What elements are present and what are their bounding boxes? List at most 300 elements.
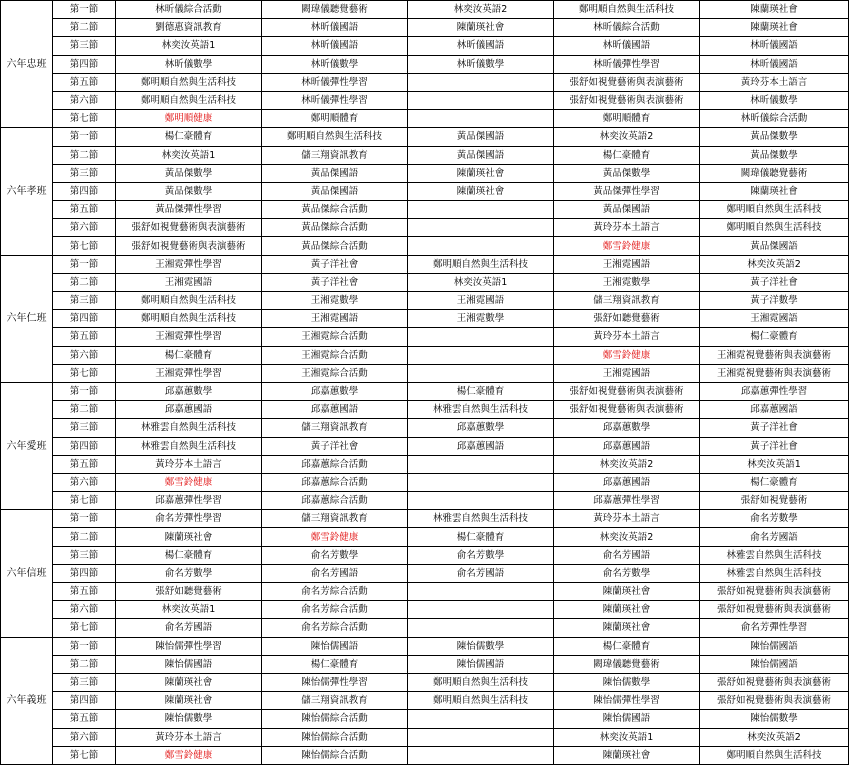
lesson-cell: 黃玲芬本土語言	[554, 328, 700, 346]
lesson-cell: 楊仁豪體育	[116, 346, 262, 364]
lesson-cell: 邱嘉蕙數學	[262, 382, 408, 400]
lesson-cell: 邱嘉蕙綜合活動	[262, 492, 408, 510]
timetable-row	[1, 673, 849, 691]
timetable-row	[1, 564, 849, 582]
timetable-row	[1, 528, 849, 546]
lesson-cell: 闕瑋儀聽覺藝術	[700, 164, 849, 182]
lesson-cell: 林奕汝英語2	[554, 128, 700, 146]
lesson-cell: 黃品傑數學	[116, 182, 262, 200]
lesson-cell: 林奕汝英語2	[554, 455, 700, 473]
timetable-row	[1, 91, 849, 109]
lesson-cell: 陳蘭瑛社會	[408, 182, 554, 200]
lesson-cell: 鄭明順自然與生活科技	[262, 128, 408, 146]
period-cell: 第五節	[53, 455, 116, 473]
timetable-row	[1, 328, 849, 346]
empty-lesson-cell	[408, 746, 554, 764]
timetable-row	[1, 146, 849, 164]
lesson-cell: 俞名芳綜合活動	[262, 619, 408, 637]
lesson-cell: 陳怡儒彈性學習	[262, 673, 408, 691]
lesson-cell: 王湘霓國語	[116, 273, 262, 291]
lesson-cell: 楊仁豪體育	[554, 637, 700, 655]
empty-lesson-cell	[408, 110, 554, 128]
timetable-row	[1, 419, 849, 437]
period-cell: 第五節	[53, 328, 116, 346]
lesson-cell: 林昕儀彈性學習	[262, 73, 408, 91]
timetable-row	[1, 619, 849, 637]
lesson-cell: 俞名芳數學	[262, 546, 408, 564]
lesson-cell: 王湘霓綜合活動	[262, 364, 408, 382]
timetable-row	[1, 237, 849, 255]
lesson-cell: 陳怡儒彈性學習	[554, 692, 700, 710]
lesson-cell: 張舒如視覺藝術	[700, 492, 849, 510]
lesson-cell: 林昕儀綜合活動	[116, 1, 262, 19]
lesson-cell: 俞名芳國語	[408, 564, 554, 582]
lesson-cell: 俞名芳國語	[262, 564, 408, 582]
timetable-row	[1, 19, 849, 37]
lesson-cell: 林奕汝英語1	[408, 273, 554, 291]
empty-lesson-cell	[408, 710, 554, 728]
empty-lesson-cell	[408, 601, 554, 619]
lesson-cell: 俞名芳數學	[554, 564, 700, 582]
lesson-cell: 黃品傑數學	[554, 164, 700, 182]
lesson-cell: 黃子洋社會	[700, 273, 849, 291]
lesson-cell: 闕瑋儀聽覺藝術	[262, 1, 408, 19]
lesson-cell: 陳怡儒綜合活動	[262, 710, 408, 728]
empty-lesson-cell	[408, 455, 554, 473]
lesson-cell: 邱嘉蕙數學	[116, 382, 262, 400]
lesson-cell: 林雅雲自然與生活科技	[700, 564, 849, 582]
lesson-cell: 儲三翔資訊教育	[262, 146, 408, 164]
lesson-cell: 俞名芳彈性學習	[116, 510, 262, 528]
timetable-row	[1, 692, 849, 710]
period-cell: 第三節	[53, 673, 116, 691]
lesson-cell: 王湘霓彈性學習	[116, 328, 262, 346]
timetable-row	[1, 492, 849, 510]
lesson-cell: 王湘霓視覺藝術與表演藝術	[700, 346, 849, 364]
lesson-cell: 張舒如視覺藝術與表演藝術	[554, 382, 700, 400]
period-cell: 第一節	[53, 382, 116, 400]
period-cell: 第七節	[53, 364, 116, 382]
period-cell: 第六節	[53, 473, 116, 491]
lesson-cell: 陳怡儒綜合活動	[262, 746, 408, 764]
lesson-cell: 楊仁豪體育	[700, 328, 849, 346]
lesson-cell: 鄭明順自然與生活科技	[116, 292, 262, 310]
lesson-cell: 王湘霓數學	[262, 292, 408, 310]
lesson-cell: 陳怡儒數學	[700, 710, 849, 728]
lesson-cell: 鄭雪鈴健康	[116, 473, 262, 491]
lesson-cell: 林昕儀國語	[262, 37, 408, 55]
lesson-cell: 林奕汝英語2	[408, 1, 554, 19]
lesson-cell: 王湘霓國語	[262, 310, 408, 328]
lesson-cell: 鄭明順自然與生活科技	[700, 201, 849, 219]
lesson-cell: 鄭明順自然與生活科技	[116, 310, 262, 328]
lesson-cell: 邱嘉蕙國語	[700, 401, 849, 419]
lesson-cell: 俞名芳綜合活動	[262, 583, 408, 601]
period-cell: 第三節	[53, 164, 116, 182]
lesson-cell: 楊仁豪體育	[262, 655, 408, 673]
period-cell: 第六節	[53, 219, 116, 237]
lesson-cell: 陳怡儒國語	[116, 655, 262, 673]
timetable-row	[1, 364, 849, 382]
lesson-cell: 鄭明順健康	[116, 110, 262, 128]
period-cell: 第七節	[53, 110, 116, 128]
period-cell: 第四節	[53, 564, 116, 582]
empty-lesson-cell	[408, 473, 554, 491]
period-cell: 第三節	[53, 37, 116, 55]
lesson-cell: 林昕儀國語	[554, 37, 700, 55]
period-cell: 第二節	[53, 655, 116, 673]
lesson-cell: 林奕汝英語2	[554, 528, 700, 546]
lesson-cell: 黃子洋社會	[262, 255, 408, 273]
lesson-cell: 鄭明順自然與生活科技	[700, 219, 849, 237]
lesson-cell: 黃玲芬本土語言	[116, 728, 262, 746]
lesson-cell: 邱嘉蕙數學	[408, 419, 554, 437]
timetable-row	[1, 637, 849, 655]
class-name-cell: 六年愛班	[1, 382, 53, 509]
lesson-cell: 鄭雪鈴健康	[116, 746, 262, 764]
period-cell: 第六節	[53, 91, 116, 109]
lesson-cell: 儲三翔資訊教育	[262, 510, 408, 528]
lesson-cell: 王湘霓國語	[554, 255, 700, 273]
lesson-cell: 儲三翔資訊教育	[554, 292, 700, 310]
lesson-cell: 陳怡儒數學	[554, 673, 700, 691]
lesson-cell: 陳怡儒綜合活動	[262, 728, 408, 746]
lesson-cell: 楊仁豪體育	[408, 528, 554, 546]
empty-lesson-cell	[408, 201, 554, 219]
lesson-cell: 陳怡儒國語	[554, 710, 700, 728]
empty-lesson-cell	[408, 364, 554, 382]
lesson-cell: 鄭雪鈴健康	[262, 528, 408, 546]
empty-lesson-cell	[408, 237, 554, 255]
lesson-cell: 張舒如視覺藝術與表演藝術	[554, 401, 700, 419]
timetable-row	[1, 292, 849, 310]
lesson-cell: 陳怡儒國語	[262, 637, 408, 655]
lesson-cell: 俞名芳國語	[554, 546, 700, 564]
lesson-cell: 陳怡儒彈性學習	[116, 637, 262, 655]
empty-lesson-cell	[408, 328, 554, 346]
timetable-row	[1, 583, 849, 601]
lesson-cell: 張舒如視覺藝術與表演藝術	[116, 219, 262, 237]
timetable-row	[1, 546, 849, 564]
lesson-cell: 俞名芳數學	[408, 546, 554, 564]
lesson-cell: 陳蘭瑛社會	[700, 1, 849, 19]
period-cell: 第三節	[53, 419, 116, 437]
lesson-cell: 鄭雪鈴健康	[554, 237, 700, 255]
empty-lesson-cell	[408, 619, 554, 637]
lesson-cell: 林奕汝英語1	[554, 728, 700, 746]
lesson-cell: 鄭明順自然與生活科技	[700, 746, 849, 764]
lesson-cell: 林昕儀綜合活動	[700, 110, 849, 128]
lesson-cell: 闕瑋儀聽覺藝術	[554, 655, 700, 673]
lesson-cell: 黃品傑綜合活動	[262, 219, 408, 237]
timetable-row	[1, 382, 849, 400]
lesson-cell: 林奕汝英語1	[116, 146, 262, 164]
lesson-cell: 張舒如聽覺藝術	[116, 583, 262, 601]
class-name-cell: 六年孝班	[1, 128, 53, 255]
lesson-cell: 林奕汝英語1	[116, 37, 262, 55]
lesson-cell: 陳蘭瑛社會	[554, 601, 700, 619]
lesson-cell: 林昕儀數學	[116, 55, 262, 73]
period-cell: 第七節	[53, 237, 116, 255]
lesson-cell: 俞名芳國語	[116, 619, 262, 637]
lesson-cell: 張舒如視覺藝術與表演藝術	[116, 237, 262, 255]
lesson-cell: 鄭明順自然與生活科技	[554, 1, 700, 19]
timetable-row	[1, 164, 849, 182]
lesson-cell: 王湘霓數學	[408, 310, 554, 328]
lesson-cell: 王湘霓綜合活動	[262, 328, 408, 346]
lesson-cell: 林雅雲自然與生活科技	[408, 401, 554, 419]
timetable-row	[1, 401, 849, 419]
empty-lesson-cell	[408, 583, 554, 601]
period-cell: 第一節	[53, 510, 116, 528]
lesson-cell: 黃品傑國語	[262, 164, 408, 182]
timetable-row	[1, 310, 849, 328]
timetable-row	[1, 182, 849, 200]
lesson-cell: 鄭明順自然與生活科技	[116, 91, 262, 109]
lesson-cell: 楊仁豪體育	[554, 146, 700, 164]
lesson-cell: 陳蘭瑛社會	[116, 673, 262, 691]
lesson-cell: 王湘霓國語	[554, 364, 700, 382]
class-name-cell: 六年仁班	[1, 255, 53, 382]
period-cell: 第六節	[53, 601, 116, 619]
period-cell: 第五節	[53, 710, 116, 728]
class-name-cell: 六年信班	[1, 510, 53, 637]
lesson-cell: 俞名芳數學	[116, 564, 262, 582]
lesson-cell: 邱嘉蕙彈性學習	[116, 492, 262, 510]
lesson-cell: 林雅雲自然與生活科技	[116, 419, 262, 437]
timetable-row	[1, 128, 849, 146]
lesson-cell: 俞名芳綜合活動	[262, 601, 408, 619]
lesson-cell: 鄭明順體育	[554, 110, 700, 128]
lesson-cell: 張舒如聽覺藝術	[554, 310, 700, 328]
period-cell: 第四節	[53, 692, 116, 710]
lesson-cell: 陳蘭瑛社會	[554, 619, 700, 637]
lesson-cell: 黃玲芬本土語言	[116, 455, 262, 473]
period-cell: 第一節	[53, 128, 116, 146]
timetable-row	[1, 655, 849, 673]
period-cell: 第二節	[53, 146, 116, 164]
lesson-cell: 黃玲芬本土語言	[700, 73, 849, 91]
lesson-cell: 林昕儀數學	[262, 55, 408, 73]
lesson-cell: 邱嘉蕙綜合活動	[262, 455, 408, 473]
lesson-cell: 邱嘉蕙彈性學習	[554, 492, 700, 510]
lesson-cell: 黃品傑國語	[408, 128, 554, 146]
timetable-row	[1, 601, 849, 619]
lesson-cell: 楊仁豪體育	[700, 473, 849, 491]
timetable-row	[1, 455, 849, 473]
lesson-cell: 張舒如視覺藝術與表演藝術	[700, 692, 849, 710]
empty-lesson-cell	[408, 91, 554, 109]
lesson-cell: 鄭明順自然與生活科技	[408, 673, 554, 691]
lesson-cell: 陳怡儒數學	[116, 710, 262, 728]
period-cell: 第四節	[53, 55, 116, 73]
period-cell: 第二節	[53, 19, 116, 37]
lesson-cell: 陳蘭瑛社會	[700, 19, 849, 37]
lesson-cell: 林奕汝英語1	[700, 455, 849, 473]
lesson-cell: 鄭明順體育	[262, 110, 408, 128]
class-name-cell: 六年義班	[1, 637, 53, 764]
lesson-cell: 黃子洋社會	[700, 437, 849, 455]
lesson-cell: 張舒如視覺藝術與表演藝術	[554, 73, 700, 91]
lesson-cell: 王湘霓彈性學習	[116, 255, 262, 273]
lesson-cell: 陳怡儒國語	[408, 655, 554, 673]
period-cell: 第四節	[53, 310, 116, 328]
timetable-row	[1, 73, 849, 91]
timetable-row	[1, 255, 849, 273]
lesson-cell: 黃品傑國語	[554, 201, 700, 219]
lesson-cell: 王湘霓國語	[408, 292, 554, 310]
lesson-cell: 黃品傑國語	[700, 237, 849, 255]
lesson-cell: 林昕儀綜合活動	[554, 19, 700, 37]
lesson-cell: 俞名芳彈性學習	[700, 619, 849, 637]
period-cell: 第七節	[53, 492, 116, 510]
lesson-cell: 邱嘉蕙國語	[408, 437, 554, 455]
period-cell: 第三節	[53, 546, 116, 564]
period-cell: 第七節	[53, 746, 116, 764]
lesson-cell: 林昕儀國語	[700, 37, 849, 55]
timetable-row	[1, 473, 849, 491]
period-cell: 第一節	[53, 255, 116, 273]
period-cell: 第二節	[53, 401, 116, 419]
period-cell: 第五節	[53, 73, 116, 91]
timetable-row	[1, 710, 849, 728]
period-cell: 第一節	[53, 637, 116, 655]
lesson-cell: 陳怡儒國語	[700, 637, 849, 655]
timetable-row	[1, 219, 849, 237]
timetable-row	[1, 273, 849, 291]
period-cell: 第二節	[53, 273, 116, 291]
period-cell: 第五節	[53, 583, 116, 601]
lesson-cell: 王湘霓數學	[554, 273, 700, 291]
timetable-row	[1, 728, 849, 746]
lesson-cell: 林昕儀國語	[408, 37, 554, 55]
lesson-cell: 王湘霓視覺藝術與表演藝術	[700, 364, 849, 382]
lesson-cell: 黃子洋社會	[700, 419, 849, 437]
lesson-cell: 林昕儀數學	[700, 91, 849, 109]
lesson-cell: 黃玲芬本土語言	[554, 219, 700, 237]
lesson-cell: 林昕儀彈性學習	[554, 55, 700, 73]
lesson-cell: 林雅雲自然與生活科技	[408, 510, 554, 528]
empty-lesson-cell	[408, 492, 554, 510]
period-cell: 第三節	[53, 292, 116, 310]
empty-lesson-cell	[408, 219, 554, 237]
lesson-cell: 鄭明順自然與生活科技	[408, 255, 554, 273]
lesson-cell: 張舒如視覺藝術與表演藝術	[554, 91, 700, 109]
lesson-cell: 陳蘭瑛社會	[554, 583, 700, 601]
empty-lesson-cell	[408, 346, 554, 364]
period-cell: 第六節	[53, 346, 116, 364]
lesson-cell: 黃品傑彈性學習	[554, 182, 700, 200]
period-cell: 第二節	[53, 528, 116, 546]
lesson-cell: 陳蘭瑛社會	[554, 746, 700, 764]
lesson-cell: 邱嘉蕙數學	[554, 419, 700, 437]
lesson-cell: 黃品傑彈性學習	[116, 201, 262, 219]
lesson-cell: 張舒如視覺藝術與表演藝術	[700, 583, 849, 601]
lesson-cell: 儲三翔資訊教育	[262, 692, 408, 710]
lesson-cell: 黃子洋數學	[700, 292, 849, 310]
lesson-cell: 陳怡儒數學	[408, 637, 554, 655]
timetable-body	[1, 1, 849, 765]
lesson-cell: 黃子洋社會	[262, 273, 408, 291]
timetable-row	[1, 55, 849, 73]
period-cell: 第四節	[53, 437, 116, 455]
lesson-cell: 黃品傑綜合活動	[262, 201, 408, 219]
lesson-cell: 張舒如視覺藝術與表演藝術	[700, 601, 849, 619]
lesson-cell: 林昕儀彈性學習	[262, 91, 408, 109]
lesson-cell: 陳蘭瑛社會	[408, 19, 554, 37]
period-cell: 第六節	[53, 728, 116, 746]
timetable-row	[1, 110, 849, 128]
lesson-cell: 黃品傑綜合活動	[262, 237, 408, 255]
lesson-cell: 楊仁豪體育	[116, 128, 262, 146]
lesson-cell: 邱嘉蕙彈性學習	[700, 382, 849, 400]
lesson-cell: 陳蘭瑛社會	[116, 692, 262, 710]
lesson-cell: 邱嘉蕙國語	[554, 473, 700, 491]
lesson-cell: 陳蘭瑛社會	[116, 528, 262, 546]
lesson-cell: 陳蘭瑛社會	[408, 164, 554, 182]
lesson-cell: 林雅雲自然與生活科技	[700, 546, 849, 564]
lesson-cell: 林奕汝英語1	[116, 601, 262, 619]
lesson-cell: 黃子洋社會	[262, 437, 408, 455]
lesson-cell: 張舒如視覺藝術與表演藝術	[700, 673, 849, 691]
lesson-cell: 黃品傑數學	[116, 164, 262, 182]
empty-lesson-cell	[408, 73, 554, 91]
lesson-cell: 俞名芳數學	[700, 510, 849, 528]
timetable-row	[1, 37, 849, 55]
period-cell: 第四節	[53, 182, 116, 200]
lesson-cell: 林昕儀國語	[262, 19, 408, 37]
lesson-cell: 林昕儀國語	[700, 55, 849, 73]
lesson-cell: 黃品傑國語	[262, 182, 408, 200]
lesson-cell: 楊仁豪體育	[116, 546, 262, 564]
lesson-cell: 王湘霓國語	[700, 310, 849, 328]
empty-lesson-cell	[408, 728, 554, 746]
lesson-cell: 鄭雪鈴健康	[554, 346, 700, 364]
lesson-cell: 林奕汝英語2	[700, 728, 849, 746]
lesson-cell: 王湘霓彈性學習	[116, 364, 262, 382]
period-cell: 第五節	[53, 201, 116, 219]
lesson-cell: 林奕汝英語2	[700, 255, 849, 273]
lesson-cell: 林昕儀數學	[408, 55, 554, 73]
lesson-cell: 陳蘭瑛社會	[700, 182, 849, 200]
lesson-cell: 鄭明順自然與生活科技	[408, 692, 554, 710]
lesson-cell: 陳怡儒國語	[700, 655, 849, 673]
lesson-cell: 楊仁豪體育	[408, 382, 554, 400]
period-cell: 第一節	[53, 1, 116, 19]
lesson-cell: 邱嘉蕙國語	[262, 401, 408, 419]
timetable-row	[1, 346, 849, 364]
class-name-cell: 六年忠班	[1, 1, 53, 128]
period-cell: 第七節	[53, 619, 116, 637]
lesson-cell: 黃品傑國語	[408, 146, 554, 164]
lesson-cell: 邱嘉蕙國語	[554, 437, 700, 455]
lesson-cell: 黃品傑數學	[700, 128, 849, 146]
timetable-row	[1, 746, 849, 764]
timetable-row	[1, 437, 849, 455]
lesson-cell: 俞名芳國語	[700, 528, 849, 546]
lesson-cell: 黃玲芬本土語言	[554, 510, 700, 528]
lesson-cell: 王湘霓綜合活動	[262, 346, 408, 364]
lesson-cell: 邱嘉蕙國語	[116, 401, 262, 419]
lesson-cell: 邱嘉蕙綜合活動	[262, 473, 408, 491]
lesson-cell: 劉德惠資訊教育	[116, 19, 262, 37]
timetable-row	[1, 510, 849, 528]
lesson-cell: 儲三翔資訊教育	[262, 419, 408, 437]
lesson-cell: 黃品傑數學	[700, 146, 849, 164]
timetable-row	[1, 201, 849, 219]
lesson-cell: 林雅雲自然與生活科技	[116, 437, 262, 455]
timetable-row	[1, 1, 849, 19]
